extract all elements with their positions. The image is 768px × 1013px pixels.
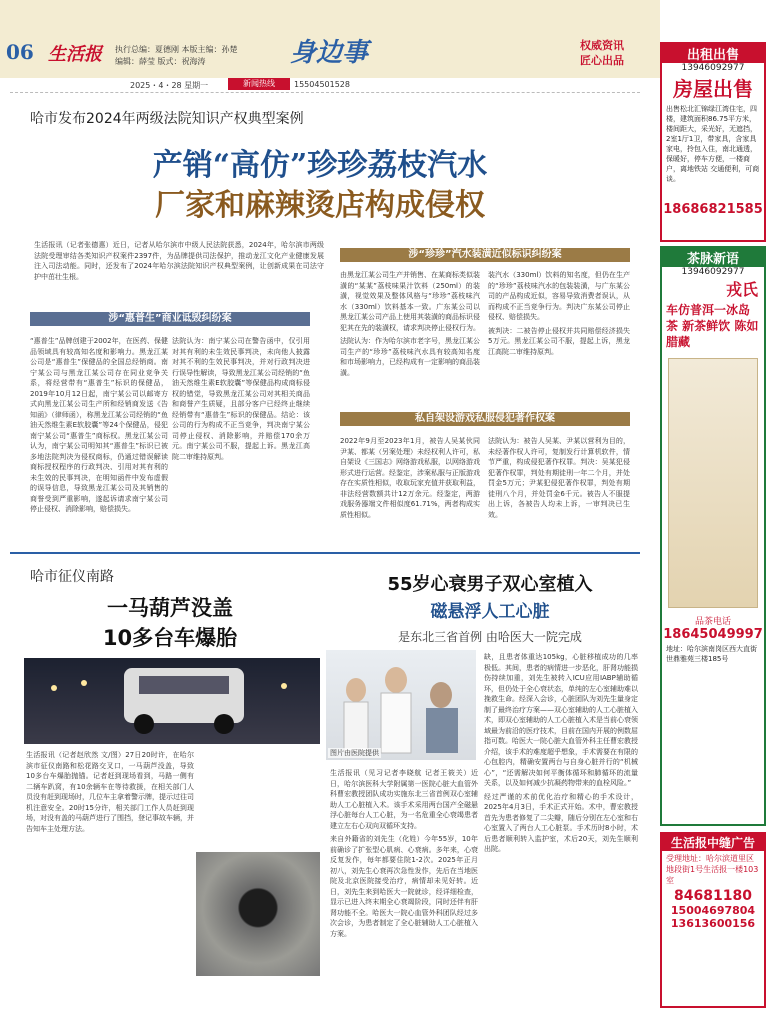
section-title: 身边事 [290,38,369,68]
paragraph: 来自外籍省的刘先生（化姓）今年55岁，10年前确诊了扩张型心肌病、心衰病。多年来，心衰反复发作，每年都要住院1-2次。2025年正月初八，刘先生心衰再次急性发作，先后在当地医院及北京医院接受治疗，病情却未见好转。近日，刘先生来到哈医大一院就诊，经详细检查，显示已进入终末期全心衰竭阶段，同时还伴有肝肾功能不全。哈医大一院心血管外科团队经过多次会诊，为患者制定了全心脏辅助人工心脏植入方案。 [330,835,478,938]
ad-classified [660,832,766,1008]
staff-line: 编辑：薛莹 版式：祝海涛 [115,57,206,66]
staff-line: 执行总编：夏德刚 本版主编：孙楚 [115,45,238,54]
ad-address: 地址：哈尔滨南岗区西大直街世鼎雅苑三楼185号 [666,645,757,663]
subsection-heading: 涉“珍珍”汽水装潢近似标识纠纷案 [340,248,630,262]
hotline-number: 15504501528 [294,80,350,89]
article-column: 2022年9月至2023年1月，被告人吴某伙同尹某、都某（另案处理）未经权利人许可，私自架设《三国志》网络游戏私服，以网络游戏形式进行运营。经鉴定，涉案私服与正版游戏存在实质性相似，收取玩家充值并获取利益，非法经营数额共计12万余元。经鉴定，两游戏服务器端文件相似度61.71%，两者构成实质性相似。 [340,437,480,519]
ad-text: 受理地址：哈尔滨道里区地段街1号生活报一楼103室 [666,854,759,885]
article-headline: 磁悬浮人工心脏 [430,602,550,622]
paragraph: 法院认为：作为哈尔滨市老字号，黑龙江某公司生产的“珍珍”荔枝味汽水具有较高知名度和市场影响力，已经构成有一定影响的商品装潢。 [340,337,480,377]
ad-contact: 18686821585 [663,202,763,217]
article-column [340,270,480,380]
paragraph: 由黑龙江某公司生产并销售、在某商标类似装潢的“某某”荔枝味果汁饮料（250ml）的装潢，视觉效果及整体风格与“珍珍”荔枝味汽水（330ml）饮料基本一致。广东某公司以黑龙江某公司产品上使用其装潢的商品标识侵犯其在先的装潢权，请求判决停止侵权行为。 [340,271,480,332]
doctors-photo [326,650,476,760]
subsection-heading: 涉“惠普生”商业诋毁纠纷案 [30,312,310,326]
brand-line: 匠心出品 [580,54,624,67]
article-column [330,768,478,1000]
ad-phone: 15004697804 [670,904,756,917]
article-kicker: 哈市发布2024年两级法院知识产权典型案例 [30,111,304,127]
doctors-illustration [326,650,476,760]
page-number: 06 [6,40,34,64]
ad-tea [660,246,766,826]
article-column: 法院认为：被告人吴某、尹某以营利为目的，未经著作权人许可，复制发行计算机软件，情节严重，构成侵犯著作权罪。判决：吴某犯侵犯著作权罪，判处有期徒刑一年二个月，并处罚金5万元；尹某犯侵犯著作权罪，判处有期徒刑八个月，并处罚金6千元。被告人不服提出上诉，各被告人均未上诉，一审判决已生效。 [488,437,630,519]
ad-brand: 戎氏 [725,280,758,299]
subsection-heading: 私自架设游戏私服侵犯著作权案 [340,412,630,426]
paragraph: 经过严谨的术前优化治疗和精心的手术设计，2025年4月3日，手术正式开始。术中，曹宏教授首先为患者修复了二尖瓣，随后分别在左心室和右心室置入了两台人工心脏泵。手术历时8小时，术后患者顺利转入监护室，术后20天，刘先生顺利出院。 [484,792,638,853]
ad-title: 出租出售 [662,44,764,63]
tea-product-image [668,358,758,608]
ad-title: 茶脉新语 [662,248,764,267]
article-headline: 厂家和麻辣烫店构成侵权 [155,188,485,223]
ad-phone: 13946092977 [681,63,745,73]
ad-slogan: 车仿普洱一冰岛茶 新茶鲜饮 陈如腊藏 [666,303,759,349]
car-accident-photo [24,658,320,744]
article-headline: 一马葫芦没盖 [107,596,233,620]
ad-text: 出售松北汇锦绿江湾住宅，四楼，建筑面积86.75平方米，楼间距大，采光好，无遮挡，2室1厅1卫，带家具，含家具家电，拎包入住，南北通透，保暖好，停车方便，一楼商户，离地铁站 交通便利，可商谈。 [666,105,760,183]
ad-phone: 13613600156 [670,917,756,930]
paragraph: 生活报讯（见习记者李晓航 记者王筱关）近日，哈尔滨医科大学附属第一医院心脏大血管外科曹宏教授团队成功实施东北三省首例双心室辅助人工心脏植入术。该手术采用两台国产全磁悬浮心脏每台人工心脏，为一名危重全心衰竭患者建立左右心双向双循环支持。 [330,769,478,830]
article-body: 生活报讯（记者赵欣然 文/图）27日20时许，在哈尔滨市征仪南路和松花路交叉口，一马葫芦没盖，导致10多台车爆胎抛锚。记者赶到现场看到，马路一侧有二辆车趴窝，有10余辆车在等待救援，在相关部门人员没有赶到现场时，几位车主拿着警示牌，提示过往司机注意安全。20时15分许，相关部门工作人员赶到现场，对没有盖的马葫芦进行了围挡，登记事故车辆，并告知车主处理方法。 [26,751,194,833]
ad-label: 品茶电话 [694,617,731,627]
article-column [484,652,638,1000]
article-subhead: 是东北三省首例 由哈医大一院完成 [398,630,582,644]
article-headline: 55岁心衰男子双心室植入 [387,574,593,595]
paragraph: 装汽水（330ml）饮料的知名度，但仍在生产的“珍珍”荔枝味汽水的包装装潢，与广东某公司的产品构成近似，容易导致消费者误认，从而构成不正当竞争行为。判决广东某公司停止侵权、赔偿损失。 [488,271,630,321]
article-column [488,270,630,380]
ad-rental [660,42,766,242]
divider [10,92,640,93]
divider [10,552,640,554]
photo-caption: 图片由医院提供 [330,749,379,757]
ad-headline: 房屋出售 [673,77,753,101]
article-headline: 10多台车爆胎 [102,626,238,650]
manhole-photo [196,852,320,976]
ad-contact: 18645049997 [663,627,763,642]
paper-name: 生活报 [48,44,102,65]
paragraph: 缺，且患者体重达105kg，心脏移植成功的几率极低。其间，患者的病情进一步恶化，肝肾功能损伤持续加重，刘先生被转入ICU应用IABP辅助循环，但仍处于全心衰状态，单纯的左心室辅助难以挽救生命。经深入会诊，心脏团队为刘先生量身定制了最终治疗方案——双心室辅助的人工心脏植入术，即双心室辅助的人工心脏植入术是当前心衰领域最为前沿的医疗技术，目前在国内开展的例数屈指可数。哈医大一院心脏大血管外科主任曹宏教授介绍，该手术的难度超乎想象，手术需要在有限的心包腔内，精确安置两台与自身心脏并行的“机械心”，“还需解决如何平衡体循环和肺循环的流量关系，以及如何减少抗凝药物带来的血栓风险。” [484,653,638,787]
ad-title: 生活报中缝广告 [662,834,764,851]
brand-line: 权威资讯 [580,39,624,52]
staff-credits [115,44,238,68]
paragraph: 被判决：二被告停止侵权并共同赔偿经济损失5万元。黑龙江某公司不服，提起上诉，黑龙江高院二审维持原判。 [488,326,630,356]
ad-phone: 13946092977 [681,267,745,277]
article-kicker: 哈市征仪南路 [30,569,114,585]
article-column: “惠普生”品牌创建于2002年，在医药、保健品领域具有较高知名度和影响力。黑龙江某公司是“惠普生”保健品的全国总经销商。南宁某公司与黑龙江某公司存在同业竞争关系，将经营带有“惠普生”标识的保健品，2019年10月12日起，南宁某公司以邮寄方式向黑龙江某公司生产所和经销商发送《告知函》（律师函），称黑龙江某公司经销的“鱼油天然维生素E软胶囊”等24个保健品，侵犯南宁某公司“惠普生”商标权。黑龙江某公司认为，南宁某公司明知其“惠普生”标识已被多地法院判决为侵权商标，仍通过错误解读商标授权程序的行政判决、引用对其有利的未生效的民事判决，在明知函件中发布虚假的误导信息，导致黑龙江某公司及其销售的商誉受到严重影响，遂起诉请求南宁某公司停止侵权、消除影响，赔偿损失。 [30,337,168,513]
hotline-badge: 新闻热线 [228,78,290,90]
article-column: 法院认为：南宁某公司在警告函中，仅引用对其有利的未生效民事判决，未向他人披露对其不利的生效民事判决，并对行政判决进行误导性解读，导致黑龙江某公司经销的“鱼油天然维生素E软胶囊”等保健品构成商标侵权的错觉，导致黑龙江某公司对其相关商品和商誉产生质疑，且部分客户已经终止继续经销带有“惠普生”标识的保健品。结论：该公司的行为构成不正当竞争，判决南宁某公司停止侵权、消除影响，并赔偿170余万元。南宁某公司不服，提起上诉。黑龙江高院二审维持原判。 [172,337,310,461]
issue-date: 2025・4・28 星期一 [130,81,209,90]
brand-slogan [580,38,624,68]
article-headline: 产销“高仿”珍珍荔枝汽水 [152,148,488,183]
ad-phone: 84681180 [674,888,752,904]
car-scene-illustration [24,658,320,744]
article-lead: 生活报讯（记者张德惠）近日，记者从哈尔滨市中级人民法院获悉，2024年，哈尔滨市两级法院受理审结各类知识产权案件2397件，为品牌提供司法保护，推动龙江文化产业健康发展注入司法动能。同时，还发布了2024年哈尔滨法院知识产权典型案例，让创新成果在司法守护中茁壮生根。 [34,241,324,281]
